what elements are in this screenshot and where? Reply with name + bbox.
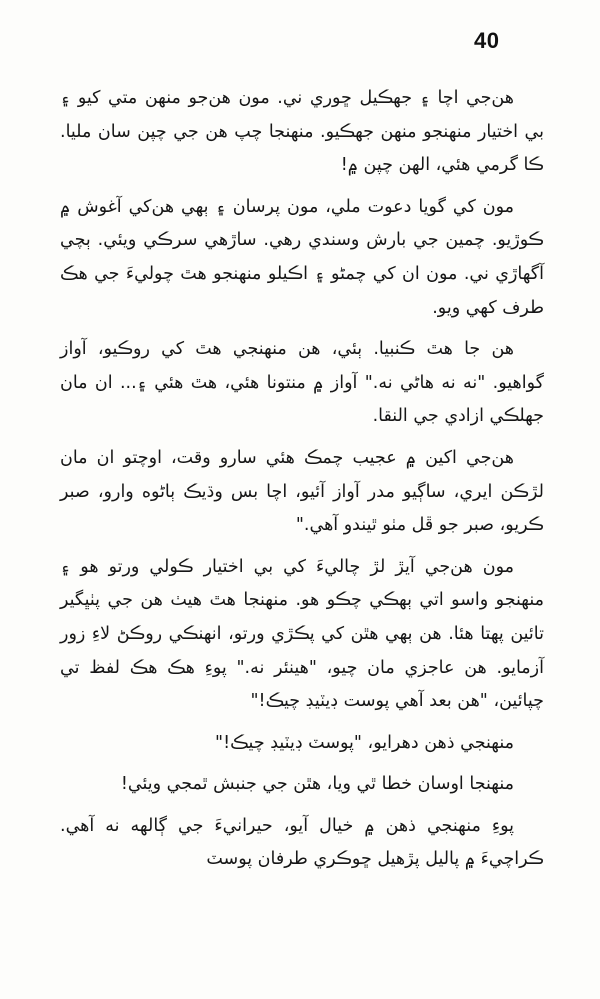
text-line: ساڙهي سرڪي ويئي. ٻچي آگهاڙي ني. مون ان کي bbox=[60, 230, 544, 284]
text-line: هن‌جي اچا ۽ جهڪيل ڇوري ني. مون هن‌جو منهن متي bbox=[100, 88, 514, 108]
text-line: پڪڙي ورتو، انهنڪي روڪڻ لاءِ زور آزمايو. هن عاجزي bbox=[60, 623, 544, 678]
text-line: ويئي! bbox=[120, 774, 162, 795]
text-line: منهنجي ذهن دهرايو، "پوسٽ ڊيٽيڊ چيڪ!" bbox=[215, 732, 514, 753]
text-line: مون هن‌جي آيڙ لڙ چاليءَ کي بي اختيار ڪولي ورتو bbox=[98, 556, 514, 577]
body-text bbox=[60, 82, 544, 885]
paragraph-4 bbox=[60, 442, 544, 543]
text-line: آهي. ڪراچيءَ ۾ پاليل پڙهيل ڇوڪري طرفان پوسٽ bbox=[60, 815, 544, 870]
text-line: "هن بعد آهي پوست ڊيٽيڊ چيڪ!" bbox=[250, 691, 488, 712]
text-line: هو ۽ منهنجو واسو اتي ٻهڪي چڪو هو. منهنجا هٿ bbox=[60, 556, 544, 611]
text-line: پوءِ منهنجي ذهن ۾ خيال آيو، حيرانيءَ جي ڳالهه نه bbox=[94, 815, 514, 836]
paragraph-5 bbox=[60, 551, 544, 719]
paragraph-7 bbox=[60, 768, 544, 802]
paragraph-6 bbox=[60, 727, 544, 761]
text-line: کيو ۽ بي اختيار منهنجو منهن جهڪيو. منهنجا چپ هن bbox=[60, 88, 545, 142]
text-line: ان مان لڙڪن ايري، ساڳيو مدر آواز آئيو، اچا بس bbox=[60, 447, 544, 502]
text-line: آواز گواهيو. "نه نه هاڻي نه." آواز ۾ منتونا هئي، هٿ bbox=[60, 339, 544, 393]
text-line: مان چيو، "هينئر نه." پوءِ هڪ هڪ لفظ تي چپائين، bbox=[60, 657, 544, 712]
text-line: منهنجا اوسان خطا ٿي ويا، هٿن جي جنبش ٿمجي bbox=[161, 774, 514, 795]
text-line: هيٺ هن جي پٺڀگير تائين پهتا هئا. هن ٻهي هٿن کي bbox=[60, 590, 544, 644]
text-line: مون کي گويا دعوت ملي، مون پرسان ۽ ٻهي هن‌کي bbox=[121, 196, 515, 217]
page-number: 40 bbox=[474, 28, 500, 53]
paragraph-3 bbox=[60, 333, 544, 434]
paragraph-2 bbox=[60, 191, 544, 325]
text-line: جي چپن سان مليا. ڪا گرمي هئي، الهن چپن ۾! bbox=[60, 121, 544, 176]
text-line: هن جا هٿ ڪنبيا. ٻئي، هن منهنجي هٿ کي روڪيو، bbox=[86, 339, 514, 360]
text-line: آغوش ۾ ڪوڙيو. چمين جي بارش وسندي رهي. bbox=[60, 196, 544, 251]
text-line: هئي ۽... ان مان جهلڪي ازادي جي النقا. bbox=[60, 372, 544, 427]
text-line: چمڻو ۽ اڪيلو منهنجو هٿ چوليءَ جي هڪ طرف bbox=[60, 263, 544, 318]
paragraph-1 bbox=[60, 82, 544, 183]
text-line: هن‌جي اکين ۾ عجيب چمڪ هئي سارو وقت، اوچتو bbox=[114, 447, 514, 468]
text-line: آهي." bbox=[295, 515, 339, 536]
text-line: وڌيڪ ٻاڻوه وارو، صبر ڪريو، صبر جو ڦل مٺو ٿيندو bbox=[60, 481, 544, 536]
paragraph-8 bbox=[60, 810, 544, 877]
text-line: کهي ويو. bbox=[432, 297, 497, 318]
